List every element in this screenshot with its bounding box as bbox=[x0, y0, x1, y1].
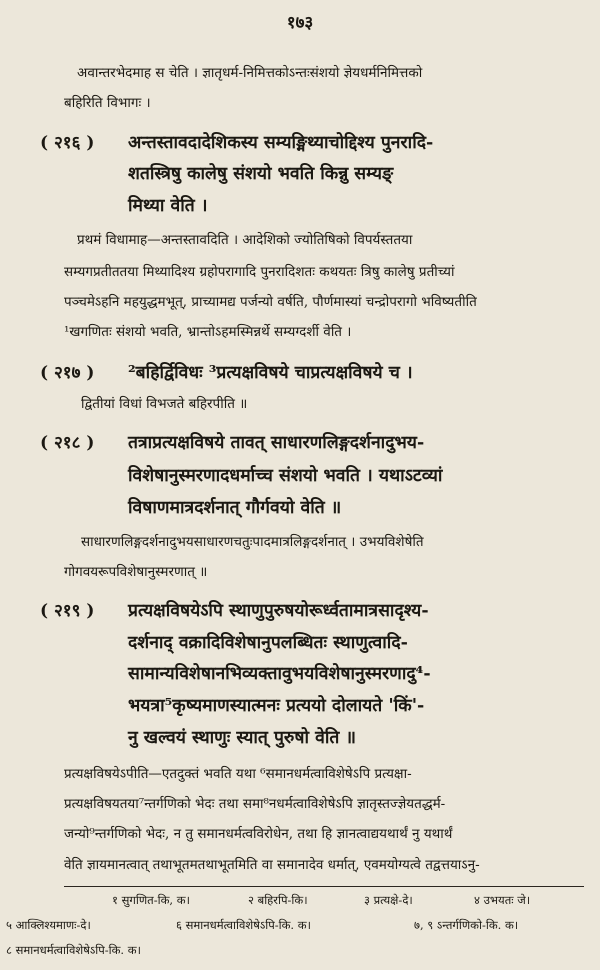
commentary-line: अवान्तरभेदमाह स चेति । ज्ञातृधर्म-निमित्तकोऽन्तःसंशयो ज्ञेयधर्मनिमित्तको bbox=[77, 65, 423, 81]
commentary-line: जन्यो⁹न्तर्गणिको भेदः, न तु समानधर्मत्वविरोधेन, तथा हि ज्ञानत्वाद्ययथार्थं नु यथार्थं bbox=[64, 826, 453, 842]
commentary-line: साधारणलिङ्गदर्शनादुभयसाधारणचतुःपादमात्रलिङ्गदर्शनात् । उभयविशेषेति bbox=[81, 534, 424, 550]
page-number: १७३ bbox=[286, 13, 314, 33]
sutra-line: सामान्यविशेषानभिव्यक्तावुभयविशेषानुस्मरणादु⁴- bbox=[128, 664, 431, 684]
sutra-number: ( २१७ ) bbox=[40, 363, 95, 383]
commentary-line: गोगवयरूपविशेषानुस्मरणात् ॥ bbox=[64, 564, 208, 580]
commentary-line: प्रथमं विधामाह—अन्तस्तावदिति । आदेशिको ज्योतिषिको विपर्यस्ततया bbox=[77, 232, 413, 248]
footnote-divider bbox=[64, 886, 584, 887]
commentary-line: द्वितीयां विधां विभजते बहिरपीति ॥ bbox=[81, 396, 248, 412]
sutra-line: प्रत्यक्षविषयेऽपि स्थाणुपुरुषयोरूर्ध्वतामात्रसादृश्य- bbox=[128, 601, 429, 621]
sutra-line: भयत्रा⁵कृष्यमाणस्यात्मनः प्रत्ययो दोलायते 'किं'- bbox=[128, 696, 425, 716]
commentary-line: पञ्चमेऽहनि महयुद्धमभूत्, प्राच्यामद्य पर्जन्यो वर्षति, पौर्णमास्यां चन्द्रोपरागो भविष्यतीति bbox=[64, 294, 477, 310]
sutra-number: ( २१९ ) bbox=[40, 601, 95, 621]
commentary-line: सम्यगप्रतीततया मिथ्यादिश्य ग्रहोपरागादि पुनरादिशतः कथयतः त्रिषु कालेषु प्रतीच्यां bbox=[64, 264, 455, 280]
sutra-line: नु खल्वयं स्थाणुः स्यात् पुरुषो वेति ॥ bbox=[128, 728, 356, 748]
sutra-line: मिथ्या वेति । bbox=[128, 196, 208, 216]
footnote: ७, ९ ऽन्तर्गणिको-कि. क। bbox=[414, 918, 519, 932]
sutra-number: ( २१८ ) bbox=[40, 433, 95, 453]
footnote: ३ प्रत्यक्षे-दे। bbox=[364, 893, 413, 907]
footnote: १ सुगणित-कि, क। bbox=[112, 893, 190, 907]
commentary-line: ¹खगणितः संशयो भवति, भ्रान्तोऽहमस्मिन्नर्थे सम्यग्दर्शी वेति । bbox=[64, 324, 352, 340]
footnote: ५ आक्लिश्यमाणः-दे। bbox=[6, 918, 91, 932]
sutra-line: ²बहिर्द्विविधः ³प्रत्यक्षविषये चाप्रत्यक्षविषये च । bbox=[128, 363, 413, 383]
footnote: २ बहिरपि-कि। bbox=[248, 893, 308, 907]
sutra-line: विषाणमात्रदर्शनात् गौर्गवयो वेति ॥ bbox=[128, 498, 342, 518]
sutra-number: ( २१६ ) bbox=[40, 133, 95, 153]
sutra-line: अन्तस्तावदादेशिकस्य सम्यङ्मिथ्याचोद्दिश्य पुनरादि- bbox=[128, 133, 434, 153]
sutra-line: विशेषानुस्मरणादधर्माच्च संशयो भवति । यथाऽटव्यां bbox=[128, 466, 443, 486]
sutra-line: तत्राप्रत्यक्षविषये तावत् साधारणलिङ्गदर्शनादुभय- bbox=[128, 433, 425, 453]
footnote: ६ समानधर्मत्वाविशेषेऽपि-कि. क। bbox=[176, 918, 311, 932]
commentary-line: प्रत्यक्षविषयेऽपीति—एतदुक्तं भवति यथा ⁶समानधर्मत्वाविशेषेऽपि प्रत्यक्षा- bbox=[64, 766, 412, 782]
sutra-line: शतस्त्रिषु कालेषु संशयो भवति किन्नु सम्यङ् bbox=[128, 164, 394, 184]
footnote: ८ समानधर्मत्वाविशेषेऽपि-कि. क। bbox=[6, 943, 141, 957]
sutra-line: दर्शनाद् वक्रादिविशेषानुपलब्धितः स्थाणुत्वादि- bbox=[128, 633, 408, 653]
footnote: ४ उभयतः जे। bbox=[474, 893, 531, 907]
commentary-line: बहिरिति विभागः । bbox=[64, 95, 151, 111]
commentary-line: प्रत्यक्षविषयतया⁷न्तर्गणिको भेदः तथा समा⁸नधर्मत्वाविशेषेऽपि ज्ञातृस्तज्ज्ञेयतद्धर्म- bbox=[64, 796, 446, 812]
commentary-line: वेति ज्ञायमानत्वात् तथाभूतमतथाभूतमिति वा समानादेव धर्मात्, एवमयोग्यत्वे तद्वत्तयाऽनु- bbox=[64, 857, 480, 873]
